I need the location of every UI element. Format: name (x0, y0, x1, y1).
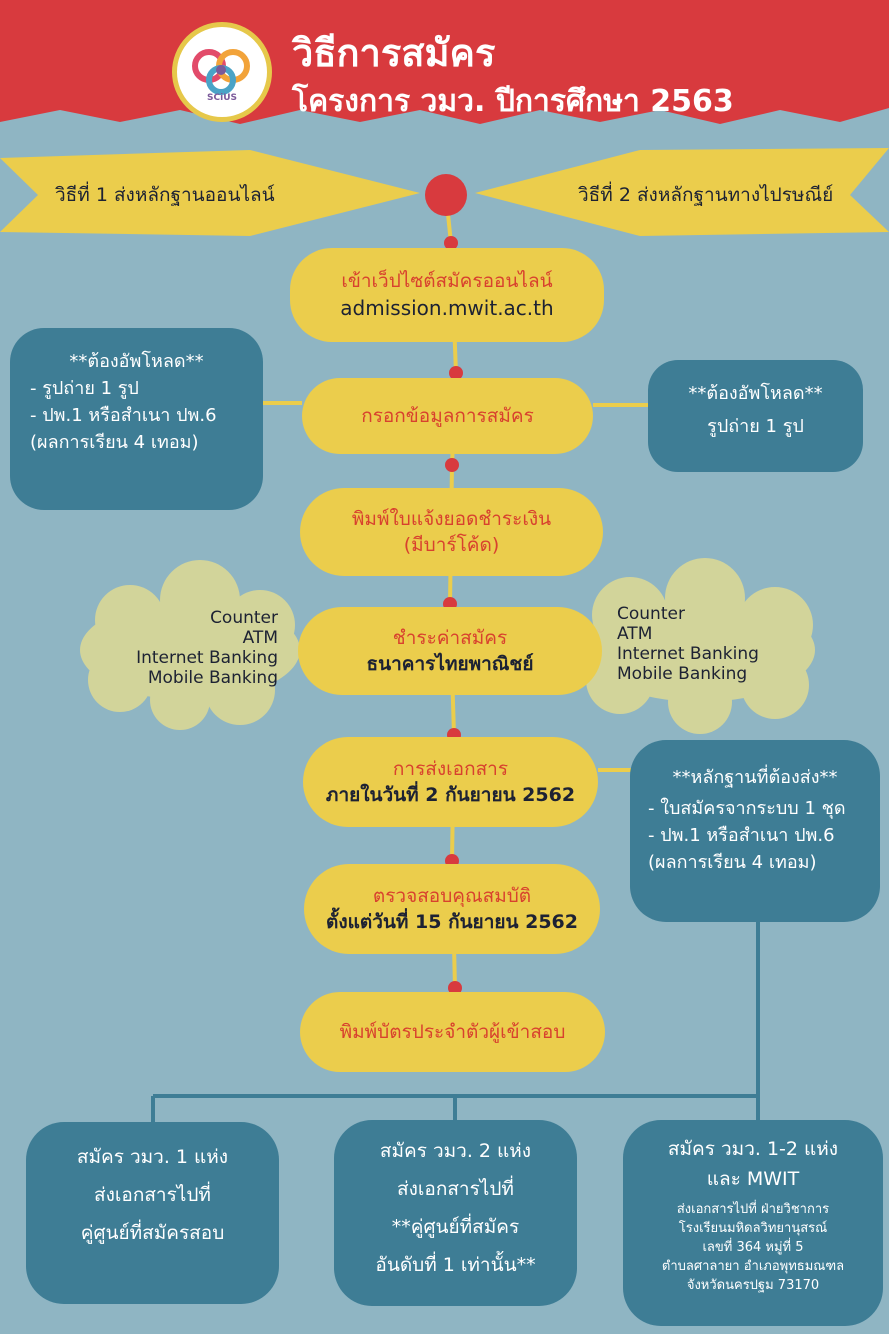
upload-online-item: - ปพ.1 หรือสำเนา ปพ.6 (30, 405, 217, 426)
required-docs-item: (ผลการเรียน 4 เทอม) (648, 852, 817, 873)
page-title: วิธีการสมัคร (292, 31, 496, 75)
outcome-line: **คู่ศูนย์ที่สมัคร (391, 1216, 520, 1238)
required-docs-title: **หลักฐานที่ต้องส่ง** (672, 767, 838, 788)
step-verify-date: ตั้งแต่วันที่ 15 กันยายน 2562 (326, 911, 578, 933)
page-subtitle: โครงการ วมว. ปีการศึกษา 2563 (292, 84, 734, 119)
channel-item: Mobile Banking (147, 668, 278, 688)
outcome-title: สมัคร วมว. 1-2 แห่ง (667, 1138, 839, 1160)
step-send-docs-deadline: ภายในวันที่ 2 กันยายน 2562 (325, 784, 576, 806)
outcome-mwit (623, 1120, 883, 1326)
step-website (290, 248, 604, 342)
step-website-url: admission.mwit.ac.th (340, 296, 554, 320)
step-verify (304, 864, 600, 954)
outcome-title: สมัคร วมว. 1 แห่ง (76, 1146, 229, 1168)
step-send-docs (303, 737, 598, 827)
logo-text: SCiUS (207, 93, 237, 103)
step-print-invoice-sub: (มีบาร์โค้ด) (403, 534, 500, 556)
channel-item: Counter (617, 604, 685, 624)
step-print-invoice (300, 488, 603, 576)
required-docs-item: - ปพ.1 หรือสำเนา ปพ.6 (648, 825, 835, 846)
outcome-line: จังหวัดนครปฐม 73170 (686, 1278, 820, 1293)
scius-logo (172, 22, 272, 122)
outcome-line: เลขที่ 364 หมู่ที่ 5 (702, 1240, 804, 1255)
payment-channels-left (110, 608, 278, 688)
upload-online-box (10, 328, 263, 510)
payment-channels-right (617, 604, 807, 684)
required-docs-item: - ใบสมัครจากระบบ 1 ชุด (648, 798, 846, 819)
upload-online-item: (ผลการเรียน 4 เทอม) (30, 432, 199, 453)
step-payment-label: ชำระค่าสมัคร (392, 627, 508, 649)
outcome-line: อันดับที่ 1 เท่านั้น** (375, 1254, 536, 1276)
outcome-address (623, 1200, 883, 1295)
step-print-invoice-label: พิมพ์ใบแจ้งยอดชำระเงิน (351, 508, 552, 530)
channel-item: Mobile Banking (617, 664, 748, 684)
outcome-line: ส่งเอกสารไปที่ (397, 1178, 514, 1200)
outcome-line: คู่ศูนย์ที่สมัครสอบ (80, 1222, 225, 1244)
channel-item: Internet Banking (136, 648, 278, 668)
channel-item: ATM (617, 624, 653, 644)
outcome-title: สมัคร วมว. 2 แห่ง (379, 1140, 532, 1162)
upload-online-item: - รูปถ่าย 1 รูป (30, 378, 139, 399)
step-verify-label: ตรวจสอบคุณสมบัติ (372, 885, 532, 907)
outcome-line: ส่งเอกสารไปที่ ฝ่ายวิชาการ (676, 1202, 830, 1217)
outcome-line: ส่งเอกสารไปที่ (94, 1184, 211, 1206)
step-print-card (300, 992, 605, 1072)
upload-post-box (648, 360, 863, 472)
step-website-label: เข้าเว็ปไซต์สมัครออนไลน์ (341, 270, 553, 292)
upload-post-title: **ต้องอัพโหลด** (688, 383, 823, 404)
step-payment (298, 607, 602, 695)
center-dot (425, 174, 467, 216)
outcome-title-2: และ MWIT (706, 1168, 800, 1190)
upload-post-item: รูปถ่าย 1 รูป (707, 416, 804, 437)
step-fill-form-label: กรอกข้อมูลการสมัคร (361, 405, 534, 427)
method-online-label: วิธีที่ 1 ส่งหลักฐานออนไลน์ (55, 184, 275, 206)
outcome-line: โรงเรียนมหิดลวิทยานุสรณ์ (678, 1221, 828, 1236)
step-payment-bank: ธนาคารไทยพาณิชย์ (366, 653, 534, 675)
method-post-label: วิธีที่ 2 ส่งหลักฐานทางไปรษณีย์ (578, 184, 834, 206)
step-send-docs-label: การส่งเอกสาร (392, 758, 509, 780)
upload-online-title: **ต้องอัพโหลด** (69, 351, 204, 372)
channel-item: ATM (242, 628, 278, 648)
step-print-card-label: พิมพ์บัตรประจำตัวผู้เข้าสอบ (339, 1021, 566, 1043)
channel-item: Internet Banking (617, 644, 759, 664)
required-docs-box (630, 740, 880, 922)
outcome-one-center (26, 1122, 279, 1304)
outcome-line: ตำบลศาลายา อำเภอพุทธมณฑล (661, 1259, 845, 1274)
channel-item: Counter (210, 608, 278, 628)
outcome-two-centers (334, 1120, 577, 1306)
step-fill-form (302, 378, 593, 454)
